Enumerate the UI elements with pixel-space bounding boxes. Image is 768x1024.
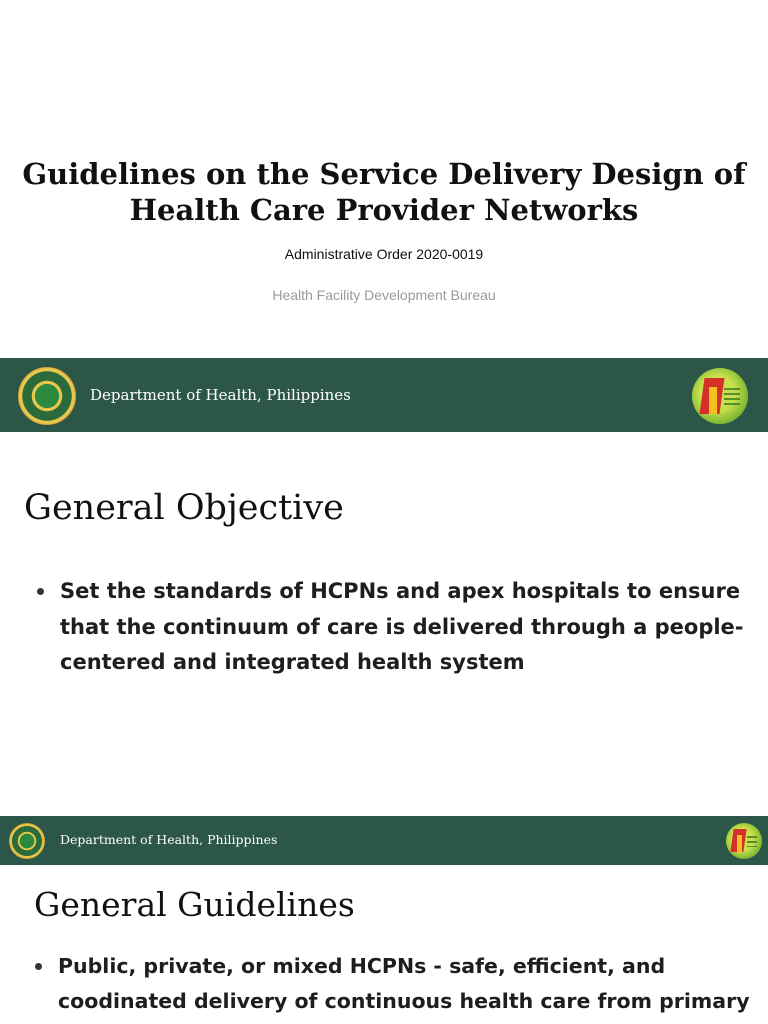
page-title — [0, 156, 768, 228]
title-line-1: Guidelines on the Service Delivery Design of — [22, 157, 746, 191]
title-slide — [0, 0, 768, 358]
uhc-logo-icon — [692, 368, 748, 424]
list-item — [24, 574, 744, 681]
uhc-logo-icon — [726, 823, 762, 859]
bullet-icon — [35, 963, 42, 970]
bureau-name: Health Facility Development Bureau — [272, 287, 496, 303]
doh-seal-icon — [9, 823, 45, 859]
banner-department-name: Department of Health, Philippines — [90, 386, 351, 404]
doh-seal-icon — [18, 367, 76, 425]
banner-department-name: Department of Health, Philippines — [60, 832, 278, 847]
doh-banner — [0, 358, 768, 432]
list-item — [22, 949, 752, 1019]
bullet-list — [24, 574, 744, 681]
section-heading: General Guidelines — [34, 885, 355, 924]
title-line-2: Health Care Provider Networks — [129, 193, 639, 227]
objective-slide — [0, 432, 768, 816]
guidelines-slide — [0, 865, 768, 1024]
bullet-icon — [37, 588, 44, 595]
doh-banner — [0, 816, 768, 865]
bullet-text: Public, private, or mixed HCPNs - safe, efficient, and coodinated delivery of continuous health care from primary — [58, 954, 750, 1013]
administrative-order-subtitle: Administrative Order 2020-0019 — [284, 246, 484, 262]
bullet-text: Set the standards of HCPNs and apex hospitals to ensure that the continuum of care is delivered through a people-centered and integrated health system — [60, 579, 744, 674]
section-heading: General Objective — [24, 488, 344, 528]
bullet-list — [22, 949, 752, 1019]
